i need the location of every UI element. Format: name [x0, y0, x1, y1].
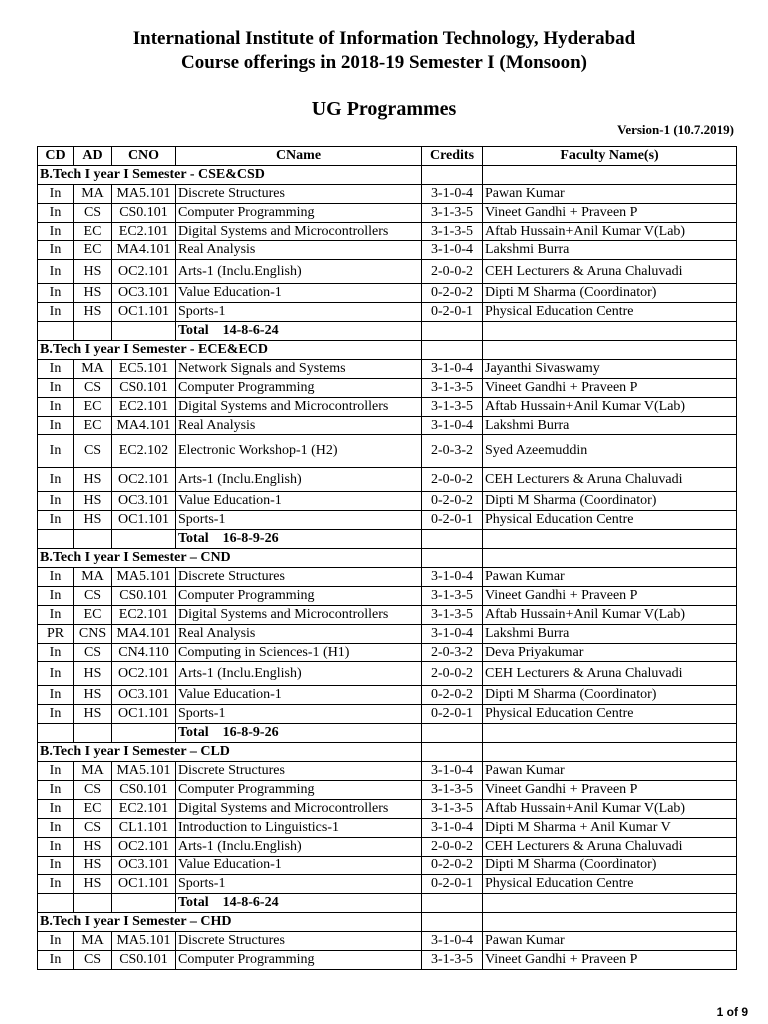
section-credits-cell	[422, 743, 483, 762]
table-row	[38, 605, 737, 624]
cname-cell: Digital Systems and Microcontrollers	[176, 397, 422, 416]
cno-cell: OC1.101	[112, 875, 176, 894]
table-row	[38, 780, 737, 799]
faculty-cell: Aftab Hussain+Anil Kumar V(Lab)	[483, 799, 737, 818]
section-credits-cell	[422, 913, 483, 932]
cno-cell: OC3.101	[112, 284, 176, 303]
cd-cell: In	[38, 435, 74, 468]
faculty-cell: Aftab Hussain+Anil Kumar V(Lab)	[483, 605, 737, 624]
faculty-cell: Deva Priyakumar	[483, 643, 737, 662]
credits-cell: 2-0-0-2	[422, 468, 483, 492]
section-credits-cell	[422, 165, 483, 184]
cno-cell: CS0.101	[112, 586, 176, 605]
cd-cell: In	[38, 605, 74, 624]
credits-cell: 3-1-0-4	[422, 568, 483, 587]
cno-cell: MA4.101	[112, 241, 176, 260]
cname-cell: Sports-1	[176, 705, 422, 724]
cno-cell	[112, 724, 176, 743]
cname-cell: Network Signals and Systems	[176, 359, 422, 378]
ad-cell: HS	[74, 686, 112, 705]
credits-cell: 0-2-0-2	[422, 856, 483, 875]
section-label: B.Tech I year I Semester – CND	[38, 549, 422, 568]
col-header-ad: AD	[74, 147, 112, 166]
cname-cell: Computer Programming	[176, 950, 422, 969]
cd-cell: In	[38, 284, 74, 303]
credits-cell: 2-0-0-2	[422, 837, 483, 856]
col-header-cd: CD	[38, 147, 74, 166]
cname-cell: Real Analysis	[176, 624, 422, 643]
cname-cell: Discrete Structures	[176, 932, 422, 951]
section-label: B.Tech I year I Semester – CLD	[38, 743, 422, 762]
section-faculty-cell	[483, 341, 737, 360]
ad-cell: HS	[74, 875, 112, 894]
table-row	[38, 203, 737, 222]
total-row	[38, 724, 737, 743]
cname-cell: Arts-1 (Inclu.English)	[176, 260, 422, 284]
cd-cell: In	[38, 568, 74, 587]
faculty-cell: Pawan Kumar	[483, 762, 737, 781]
section-credits-cell	[422, 549, 483, 568]
total-label: Total 16-8-9-26	[176, 530, 422, 549]
section-label: B.Tech I year I Semester - CSE&CSD	[38, 165, 422, 184]
credits-cell: 0-2-0-2	[422, 284, 483, 303]
credits-cell: 3-1-3-5	[422, 397, 483, 416]
faculty-cell: CEH Lecturers & Aruna Chaluvadi	[483, 662, 737, 686]
section-header-row	[38, 743, 737, 762]
document-subtitle: Course offerings in 2018-19 Semester I (Monsoon)	[181, 52, 587, 73]
programme-heading: UG Programmes	[311, 98, 457, 120]
credits-cell: 3-1-0-4	[422, 818, 483, 837]
cname-cell: Real Analysis	[176, 241, 422, 260]
cd-cell: In	[38, 950, 74, 969]
cd-cell: In	[38, 662, 74, 686]
cname-cell: Discrete Structures	[176, 184, 422, 203]
ad-cell: CNS	[74, 624, 112, 643]
credits-cell	[422, 894, 483, 913]
table-row	[38, 511, 737, 530]
cd-cell: In	[38, 303, 74, 322]
table-row	[38, 416, 737, 435]
cno-cell: MA4.101	[112, 624, 176, 643]
ad-cell: EC	[74, 416, 112, 435]
cd-cell: In	[38, 222, 74, 241]
credits-cell: 3-1-3-5	[422, 780, 483, 799]
cno-cell: CS0.101	[112, 780, 176, 799]
ad-cell: HS	[74, 468, 112, 492]
credits-cell: 0-2-0-1	[422, 303, 483, 322]
table-body	[38, 165, 737, 969]
col-header-faculty: Faculty Name(s)	[483, 147, 737, 166]
cd-cell: In	[38, 359, 74, 378]
section-credits-cell	[422, 341, 483, 360]
faculty-cell	[483, 530, 737, 549]
cname-cell: Sports-1	[176, 875, 422, 894]
ad-cell: HS	[74, 303, 112, 322]
cname-cell: Arts-1 (Inclu.English)	[176, 837, 422, 856]
section-header-row	[38, 341, 737, 360]
credits-cell: 3-1-3-5	[422, 222, 483, 241]
credits-cell	[422, 530, 483, 549]
cno-cell: OC2.101	[112, 837, 176, 856]
cd-cell: In	[38, 468, 74, 492]
cd-cell	[38, 894, 74, 913]
table-row	[38, 856, 737, 875]
cd-cell: In	[38, 799, 74, 818]
cname-cell: Computer Programming	[176, 378, 422, 397]
cno-cell: OC3.101	[112, 492, 176, 511]
table-row	[38, 932, 737, 951]
cno-cell	[112, 322, 176, 341]
cno-cell: MA5.101	[112, 932, 176, 951]
ad-cell: EC	[74, 799, 112, 818]
cd-cell: In	[38, 397, 74, 416]
cd-cell: In	[38, 856, 74, 875]
table-row	[38, 624, 737, 643]
credits-cell: 3-1-0-4	[422, 932, 483, 951]
table-row	[38, 875, 737, 894]
course-table	[37, 146, 737, 970]
credits-cell: 3-1-3-5	[422, 950, 483, 969]
ad-cell: MA	[74, 568, 112, 587]
faculty-cell: Pawan Kumar	[483, 184, 737, 203]
faculty-cell: Jayanthi Sivaswamy	[483, 359, 737, 378]
table-header-row	[38, 147, 737, 166]
table-row	[38, 260, 737, 284]
faculty-cell: Dipti M Sharma (Coordinator)	[483, 686, 737, 705]
table-row	[38, 568, 737, 587]
cd-cell: In	[38, 780, 74, 799]
faculty-cell: CEH Lecturers & Aruna Chaluvadi	[483, 468, 737, 492]
credits-cell: 0-2-0-1	[422, 875, 483, 894]
section-faculty-cell	[483, 549, 737, 568]
section-faculty-cell	[483, 913, 737, 932]
faculty-cell: CEH Lecturers & Aruna Chaluvadi	[483, 837, 737, 856]
ad-cell: MA	[74, 762, 112, 781]
ad-cell: EC	[74, 605, 112, 624]
total-label: Total 14-8-6-24	[176, 894, 422, 913]
cd-cell	[38, 322, 74, 341]
table-row	[38, 586, 737, 605]
cno-cell: OC1.101	[112, 705, 176, 724]
credits-cell: 3-1-0-4	[422, 184, 483, 203]
cd-cell: In	[38, 416, 74, 435]
cname-cell: Arts-1 (Inclu.English)	[176, 662, 422, 686]
cd-cell: In	[38, 762, 74, 781]
faculty-cell: Vineet Gandhi + Praveen P	[483, 780, 737, 799]
cname-cell: Value Education-1	[176, 686, 422, 705]
credits-cell: 3-1-3-5	[422, 586, 483, 605]
faculty-cell: Dipti M Sharma (Coordinator)	[483, 284, 737, 303]
ad-cell: CS	[74, 203, 112, 222]
ad-cell: CS	[74, 780, 112, 799]
table-row	[38, 284, 737, 303]
cd-cell: In	[38, 184, 74, 203]
total-label: Total 16-8-9-26	[176, 724, 422, 743]
faculty-cell: Vineet Gandhi + Praveen P	[483, 586, 737, 605]
table-row	[38, 686, 737, 705]
faculty-cell: Lakshmi Burra	[483, 624, 737, 643]
cd-cell	[38, 724, 74, 743]
faculty-cell: Pawan Kumar	[483, 932, 737, 951]
ad-cell: MA	[74, 359, 112, 378]
cno-cell: OC3.101	[112, 856, 176, 875]
ad-cell: HS	[74, 511, 112, 530]
table-row	[38, 222, 737, 241]
table-row	[38, 435, 737, 468]
cno-cell: MA5.101	[112, 762, 176, 781]
cno-cell: MA5.101	[112, 184, 176, 203]
table-row	[38, 492, 737, 511]
faculty-cell: CEH Lecturers & Aruna Chaluvadi	[483, 260, 737, 284]
credits-cell: 3-1-3-5	[422, 203, 483, 222]
cname-cell: Real Analysis	[176, 416, 422, 435]
table-row	[38, 799, 737, 818]
credits-cell: 0-2-0-2	[422, 686, 483, 705]
table-row	[38, 643, 737, 662]
cno-cell: CS0.101	[112, 950, 176, 969]
cd-cell: In	[38, 818, 74, 837]
section-header-row	[38, 549, 737, 568]
faculty-cell	[483, 322, 737, 341]
section-header-row	[38, 165, 737, 184]
credits-cell: 2-0-0-2	[422, 662, 483, 686]
ad-cell: EC	[74, 222, 112, 241]
cname-cell: Electronic Workshop-1 (H2)	[176, 435, 422, 468]
table-row	[38, 397, 737, 416]
credits-cell: 0-2-0-2	[422, 492, 483, 511]
section-label: B.Tech I year I Semester – CHD	[38, 913, 422, 932]
cname-cell: Discrete Structures	[176, 568, 422, 587]
page-number: 1 of 9	[716, 1005, 748, 1019]
cno-cell: OC1.101	[112, 511, 176, 530]
cname-cell: Sports-1	[176, 511, 422, 530]
credits-cell: 0-2-0-1	[422, 511, 483, 530]
cno-cell: EC2.101	[112, 222, 176, 241]
cno-cell: CS0.101	[112, 203, 176, 222]
ad-cell: MA	[74, 932, 112, 951]
faculty-cell: Physical Education Centre	[483, 511, 737, 530]
ad-cell: HS	[74, 284, 112, 303]
ad-cell	[74, 724, 112, 743]
faculty-cell: Vineet Gandhi + Praveen P	[483, 203, 737, 222]
faculty-cell: Vineet Gandhi + Praveen P	[483, 950, 737, 969]
cno-cell: OC2.101	[112, 662, 176, 686]
faculty-cell: Lakshmi Burra	[483, 416, 737, 435]
faculty-cell: Aftab Hussain+Anil Kumar V(Lab)	[483, 222, 737, 241]
ad-cell: MA	[74, 184, 112, 203]
faculty-cell: Syed Azeemuddin	[483, 435, 737, 468]
faculty-cell: Physical Education Centre	[483, 303, 737, 322]
version-label: Version-1 (10.7.2019)	[617, 122, 734, 137]
credits-cell: 3-1-0-4	[422, 241, 483, 260]
cd-cell: In	[38, 203, 74, 222]
ad-cell: HS	[74, 662, 112, 686]
faculty-cell: Aftab Hussain+Anil Kumar V(Lab)	[483, 397, 737, 416]
ad-cell: CS	[74, 435, 112, 468]
total-label: Total 14-8-6-24	[176, 322, 422, 341]
section-label: B.Tech I year I Semester - ECE&ECD	[38, 341, 422, 360]
cd-cell: In	[38, 875, 74, 894]
total-row	[38, 530, 737, 549]
total-row	[38, 322, 737, 341]
credits-cell: 0-2-0-1	[422, 705, 483, 724]
credits-cell: 3-1-3-5	[422, 605, 483, 624]
faculty-cell: Vineet Gandhi + Praveen P	[483, 378, 737, 397]
col-header-credits: Credits	[422, 147, 483, 166]
cd-cell: In	[38, 378, 74, 397]
credits-cell: 2-0-3-2	[422, 643, 483, 662]
cname-cell: Sports-1	[176, 303, 422, 322]
cname-cell: Discrete Structures	[176, 762, 422, 781]
section-header-row	[38, 913, 737, 932]
table-row	[38, 184, 737, 203]
cno-cell: OC3.101	[112, 686, 176, 705]
cd-cell: In	[38, 241, 74, 260]
ad-cell: HS	[74, 837, 112, 856]
cd-cell: In	[38, 511, 74, 530]
cno-cell: OC2.101	[112, 468, 176, 492]
ad-cell: EC	[74, 241, 112, 260]
ad-cell: CS	[74, 643, 112, 662]
credits-cell	[422, 724, 483, 743]
faculty-cell	[483, 724, 737, 743]
faculty-cell: Physical Education Centre	[483, 875, 737, 894]
table-row	[38, 303, 737, 322]
cno-cell: CS0.101	[112, 378, 176, 397]
credits-cell: 3-1-0-4	[422, 762, 483, 781]
cno-cell: CL1.101	[112, 818, 176, 837]
faculty-cell: Pawan Kumar	[483, 568, 737, 587]
table-row	[38, 662, 737, 686]
ad-cell	[74, 322, 112, 341]
cno-cell	[112, 894, 176, 913]
ad-cell: CS	[74, 950, 112, 969]
table-row	[38, 950, 737, 969]
credits-cell: 2-0-3-2	[422, 435, 483, 468]
cname-cell: Digital Systems and Microcontrollers	[176, 605, 422, 624]
cd-cell: In	[38, 260, 74, 284]
table-row	[38, 762, 737, 781]
cno-cell: EC2.101	[112, 397, 176, 416]
section-faculty-cell	[483, 165, 737, 184]
cno-cell: MA5.101	[112, 568, 176, 587]
ad-cell: CS	[74, 378, 112, 397]
ad-cell: HS	[74, 705, 112, 724]
cname-cell: Value Education-1	[176, 856, 422, 875]
col-header-cname: CName	[176, 147, 422, 166]
faculty-cell	[483, 894, 737, 913]
institute-title: International Institute of Information Technology, Hyderabad	[132, 28, 636, 49]
table-row	[38, 378, 737, 397]
cd-cell: In	[38, 932, 74, 951]
faculty-cell: Dipti M Sharma (Coordinator)	[483, 492, 737, 511]
cd-cell: In	[38, 686, 74, 705]
table-row	[38, 241, 737, 260]
credits-cell: 3-1-0-4	[422, 359, 483, 378]
credits-cell	[422, 322, 483, 341]
ad-cell: CS	[74, 818, 112, 837]
cname-cell: Arts-1 (Inclu.English)	[176, 468, 422, 492]
cname-cell: Value Education-1	[176, 284, 422, 303]
cno-cell: MA4.101	[112, 416, 176, 435]
cno-cell: OC1.101	[112, 303, 176, 322]
cno-cell: CN4.110	[112, 643, 176, 662]
cname-cell: Computer Programming	[176, 203, 422, 222]
cd-cell: In	[38, 643, 74, 662]
table-row	[38, 468, 737, 492]
ad-cell: HS	[74, 492, 112, 511]
cno-cell: EC2.101	[112, 605, 176, 624]
cname-cell: Computing in Sciences-1 (H1)	[176, 643, 422, 662]
credits-cell: 3-1-3-5	[422, 378, 483, 397]
ad-cell: EC	[74, 397, 112, 416]
cname-cell: Computer Programming	[176, 586, 422, 605]
cno-cell: EC2.102	[112, 435, 176, 468]
cd-cell: In	[38, 837, 74, 856]
cname-cell: Computer Programming	[176, 780, 422, 799]
cd-cell: In	[38, 705, 74, 724]
cd-cell: PR	[38, 624, 74, 643]
ad-cell: CS	[74, 586, 112, 605]
faculty-cell: Dipti M Sharma (Coordinator)	[483, 856, 737, 875]
table-row	[38, 359, 737, 378]
ad-cell: HS	[74, 260, 112, 284]
total-row	[38, 894, 737, 913]
cname-cell: Digital Systems and Microcontrollers	[176, 222, 422, 241]
faculty-cell: Dipti M Sharma + Anil Kumar V	[483, 818, 737, 837]
cname-cell: Introduction to Linguistics-1	[176, 818, 422, 837]
table-row	[38, 705, 737, 724]
cd-cell: In	[38, 586, 74, 605]
cd-cell: In	[38, 492, 74, 511]
cno-cell: EC5.101	[112, 359, 176, 378]
table-row	[38, 818, 737, 837]
cno-cell	[112, 530, 176, 549]
credits-cell: 3-1-3-5	[422, 799, 483, 818]
ad-cell: HS	[74, 856, 112, 875]
faculty-cell: Lakshmi Burra	[483, 241, 737, 260]
cno-cell: OC2.101	[112, 260, 176, 284]
cd-cell	[38, 530, 74, 549]
col-header-cno: CNO	[112, 147, 176, 166]
faculty-cell: Physical Education Centre	[483, 705, 737, 724]
section-faculty-cell	[483, 743, 737, 762]
table-row	[38, 837, 737, 856]
cno-cell: EC2.101	[112, 799, 176, 818]
cname-cell: Value Education-1	[176, 492, 422, 511]
cname-cell: Digital Systems and Microcontrollers	[176, 799, 422, 818]
ad-cell	[74, 894, 112, 913]
credits-cell: 3-1-0-4	[422, 624, 483, 643]
credits-cell: 2-0-0-2	[422, 260, 483, 284]
credits-cell: 3-1-0-4	[422, 416, 483, 435]
ad-cell	[74, 530, 112, 549]
